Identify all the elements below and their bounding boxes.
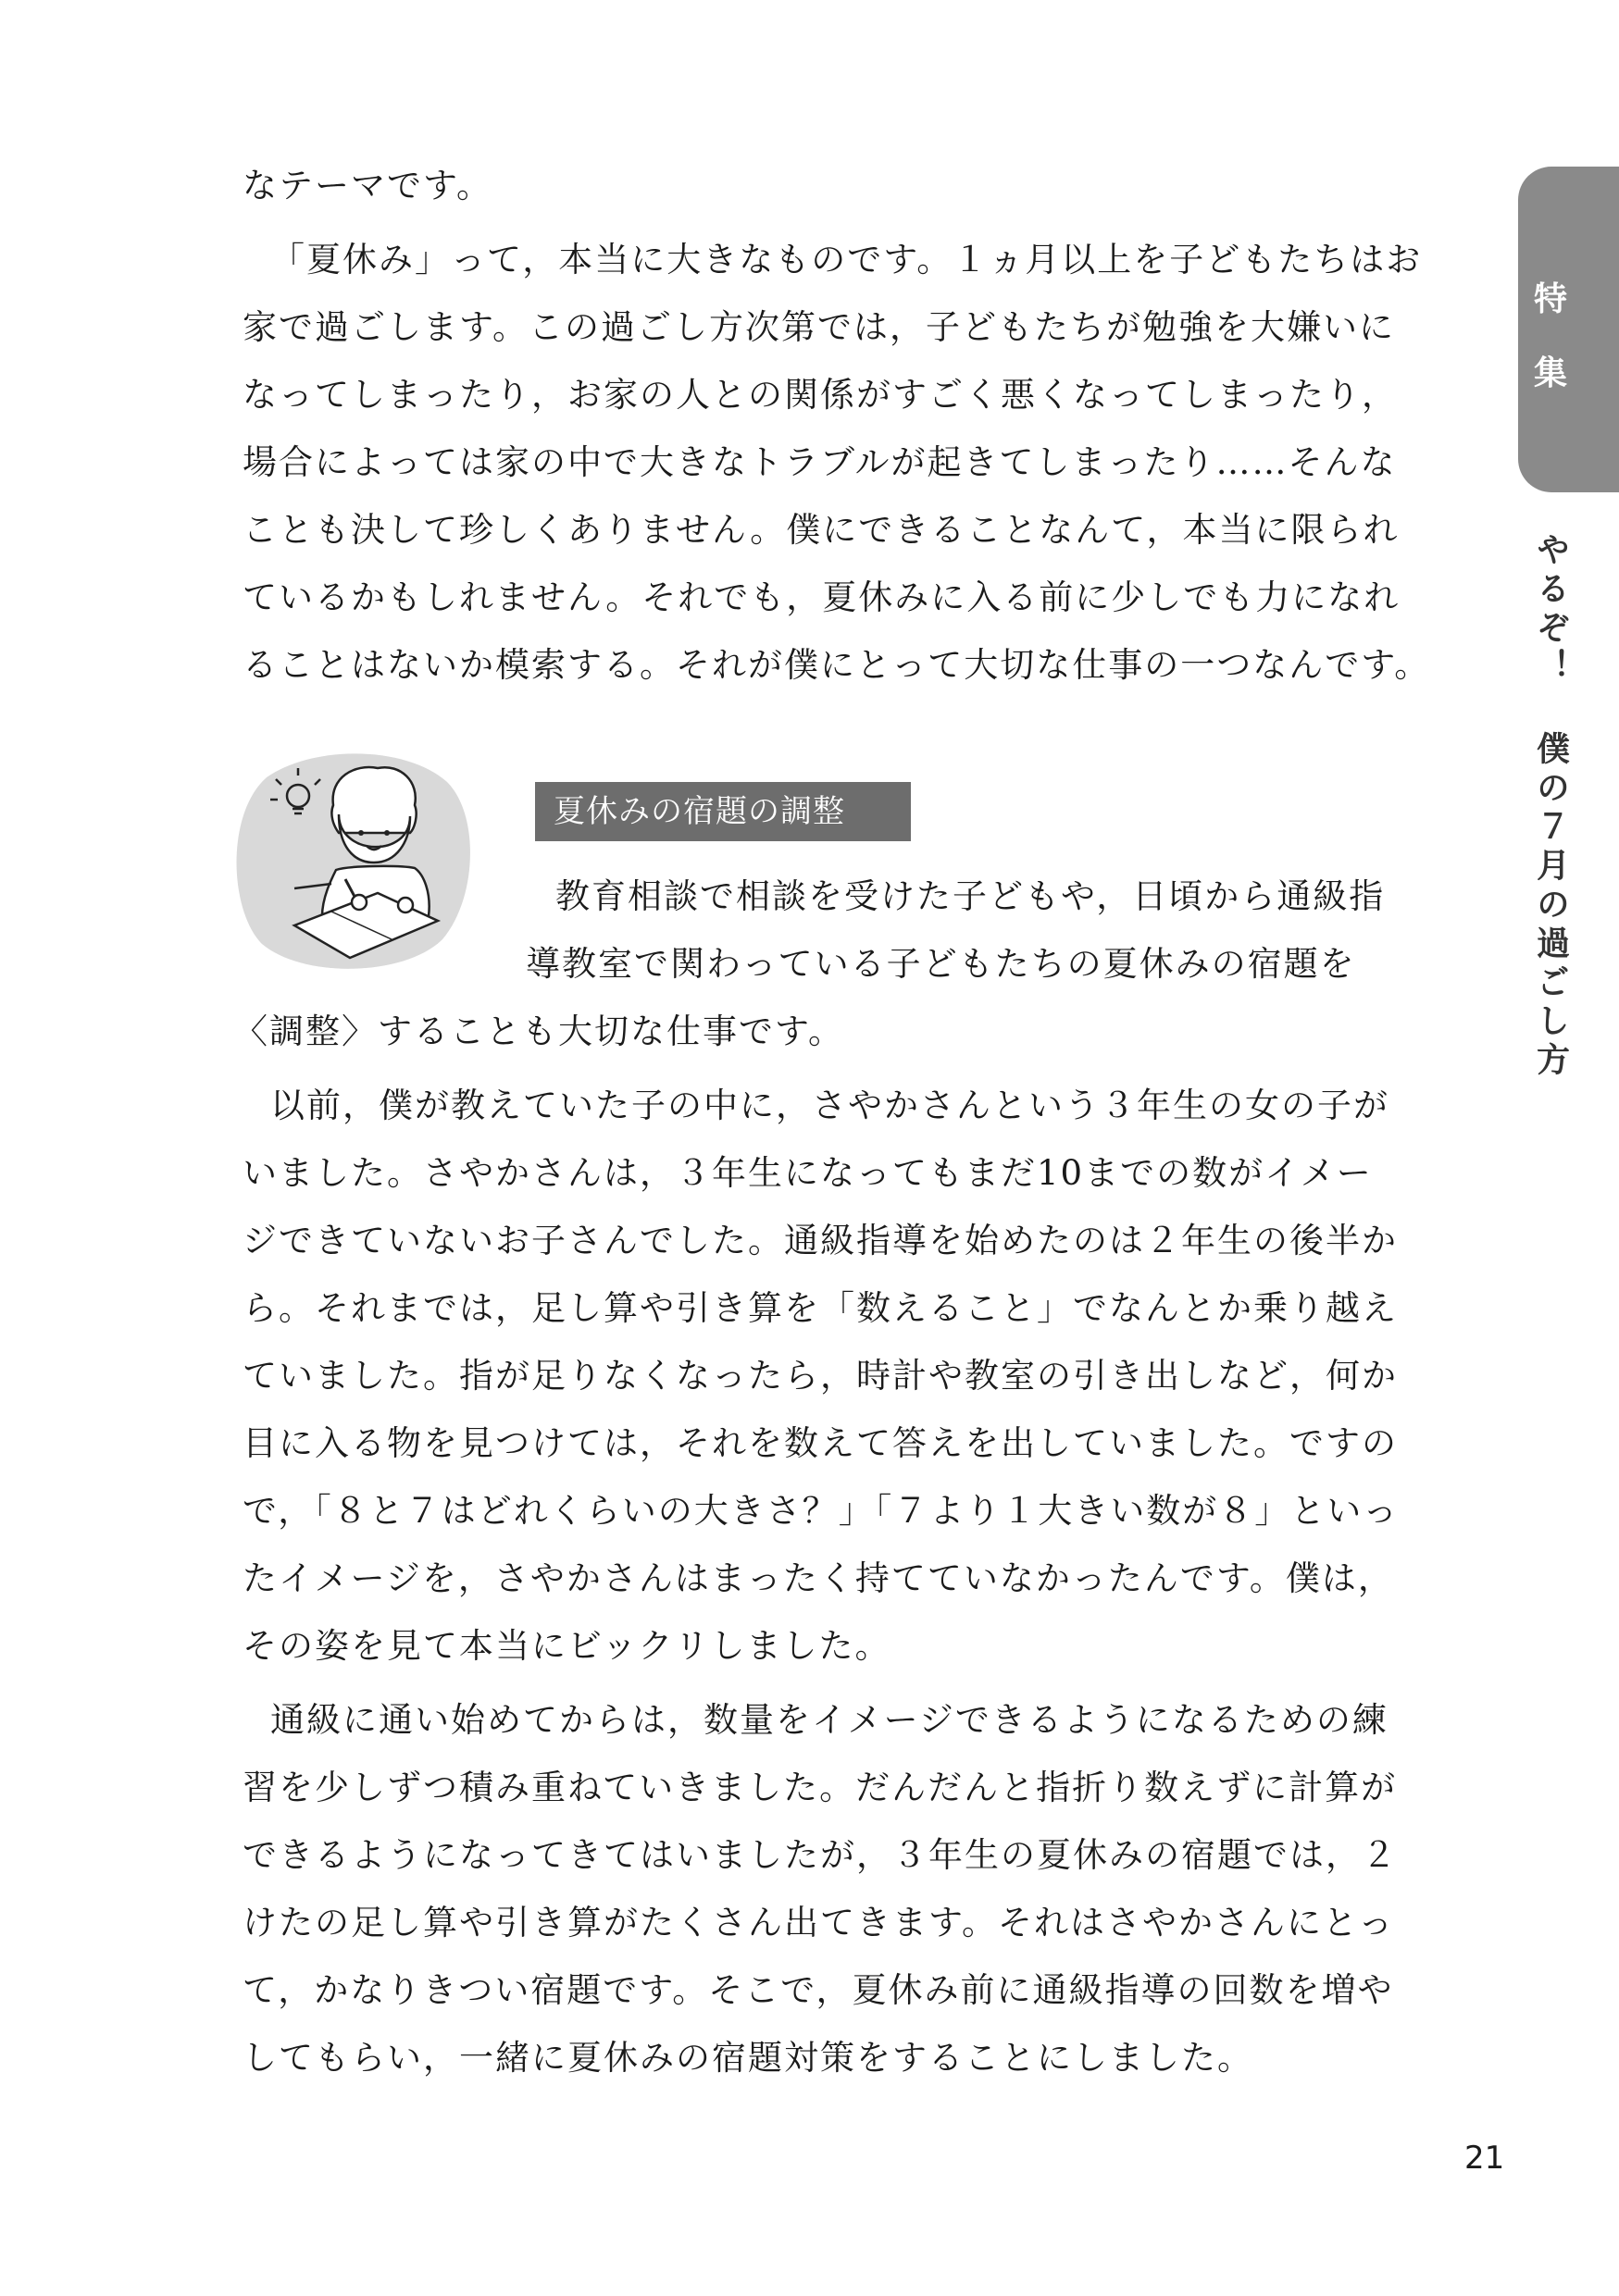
text-line: してもらい，一緒に夏休みの宿題対策をすることにしました。 — [243, 2038, 1253, 2078]
text-line: けたの足し算や引き算がたくさん出てきます。それはさやかさんにとっ — [243, 1903, 1395, 1942]
text-line: なってしまったり，お家の人との関係がすごく悪くなってしまったり， — [243, 375, 1398, 415]
text-line: ていました。指が足りなくなったら，時計や教室の引き出しなど，何か — [243, 1356, 1398, 1396]
side-tab-char-1: 特 — [1533, 280, 1567, 318]
vertical-section-title: やるぞ！ 僕の７月の過ごし方 — [1531, 532, 1570, 1081]
text-line: なテーマです。 — [243, 166, 493, 205]
page-number: 21 — [1464, 2140, 1505, 2177]
text-line: で，「８と７はどれくらいの大きさ？」「７より１大きい数が８」といっ — [243, 1491, 1400, 1531]
text-line: 家で過ごします。この過ごし方次第では，子どもたちが勉強を大嫌いに — [243, 307, 1396, 347]
text-line: たイメージを，さやかさんはまったく持てていなかったんです。僕は， — [243, 1558, 1394, 1598]
text-line: 以前，僕が教えていた子の中に，さやかさんという３年生の女の子が — [270, 1086, 1389, 1125]
text-line: 〈調整〉することも大切な仕事です。 — [233, 1011, 845, 1051]
text-line: 場合によっては家の中で大きなトラブルが起きてしまったり……そんな — [243, 442, 1397, 482]
text-line: ら。それまでは，足し算や引き算を「数えること」でなんとか乗り越え — [243, 1288, 1398, 1328]
text-line: 「夏休み」って，本当に大きなものです。１ヵ月以上を子どもたちはお — [270, 240, 1423, 279]
text-line: 導教室で関わっている子どもたちの夏休みの宿題を — [526, 944, 1356, 984]
child-studying-illustration — [230, 740, 478, 981]
text-line: 目に入る物を見つけては，それを数えて答えを出していました。ですの — [243, 1423, 1398, 1463]
side-tab-char-2: 集 — [1533, 354, 1567, 392]
text-line: ジできていないお子さんでした。通級指導を始めたのは２年生の後半か — [243, 1221, 1398, 1260]
text-line: その姿を見て本当にビックリしました。 — [243, 1626, 891, 1666]
text-line: できるようになってきてはいましたが，３年生の夏休みの宿題では，２ — [243, 1835, 1398, 1875]
side-tab — [1518, 167, 1619, 492]
text-line: ることはないか模索する。それが僕にとって大切な仕事の一つなんです。 — [243, 645, 1431, 685]
text-line: いました。さやかさんは，３年生になってもまだ10までの数がイメー — [243, 1153, 1373, 1193]
text-line: 習を少しずつ積み重ねていきました。だんだんと指折り数えずに計算が — [243, 1768, 1398, 1807]
text-line: ことも決して珍しくありません。僕にできることなんて，本当に限られ — [243, 510, 1400, 550]
text-line: 教育相談で相談を受けた子どもや，日頃から通級指 — [555, 876, 1386, 916]
text-line: 通級に通い始めてからは，数量をイメージできるようになるための練 — [270, 1700, 1389, 1740]
text-line: て，かなりきつい宿題です。そこで，夏休み前に通級指導の回数を増や — [243, 1970, 1394, 2010]
section-heading: 夏休みの宿題の調整 — [535, 782, 911, 841]
text-line: ているかもしれません。それでも，夏休みに入る前に少しでも力になれ — [243, 577, 1401, 617]
